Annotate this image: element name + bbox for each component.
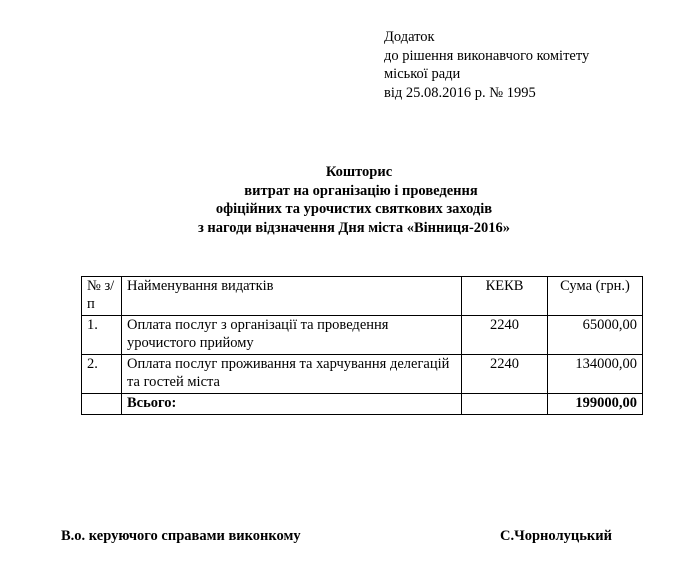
row-sum: 134000,00 — [548, 355, 643, 394]
table-row — [82, 316, 643, 355]
budget-table — [81, 276, 643, 415]
annex-block — [384, 28, 589, 102]
annex-council-line: міської ради — [384, 66, 461, 82]
header-kekv: КЕКВ — [462, 277, 548, 316]
header-sum: Сума (грн.) — [548, 277, 643, 316]
row-name: Оплата послуг з організації та проведення урочистого прийому — [122, 316, 462, 355]
header-num: № з/п — [82, 277, 122, 316]
total-empty-kekv — [462, 394, 548, 415]
total-sum: 199000,00 — [548, 394, 643, 415]
annex-decision-line: до рішення виконавчого комітету — [384, 47, 590, 64]
title-line-1: Кошторис — [325, 164, 393, 180]
row-kekv: 2240 — [462, 355, 548, 394]
total-label: Всього: — [122, 394, 462, 415]
document-title — [0, 163, 700, 237]
title-line-3: офіційних та урочистих святкових заходів — [215, 201, 493, 217]
row-num: 1. — [82, 316, 122, 355]
title-line-4: з нагоди відзначення Дня міста «Вінниця-2016» — [197, 219, 511, 236]
table-total-row — [82, 394, 643, 415]
table-row — [82, 355, 643, 394]
signature-position: В.о. керуючого справами виконкому — [61, 528, 301, 544]
signature-name: С.Чорнолуцький — [500, 528, 612, 544]
title-line-2: витрат на організацію і проведення — [244, 182, 478, 199]
annex-date-number: від 25.08.2016 р. № 1995 — [384, 84, 536, 101]
row-num: 2. — [82, 355, 122, 394]
table-header-row — [82, 277, 643, 316]
header-name: Найменування видатків — [122, 277, 462, 316]
total-empty-num — [82, 394, 122, 415]
row-sum: 65000,00 — [548, 316, 643, 355]
row-kekv: 2240 — [462, 316, 548, 355]
row-name: Оплата послуг проживання та харчування делегацій та гостей міста — [122, 355, 462, 394]
annex-title: Додаток — [384, 29, 435, 45]
